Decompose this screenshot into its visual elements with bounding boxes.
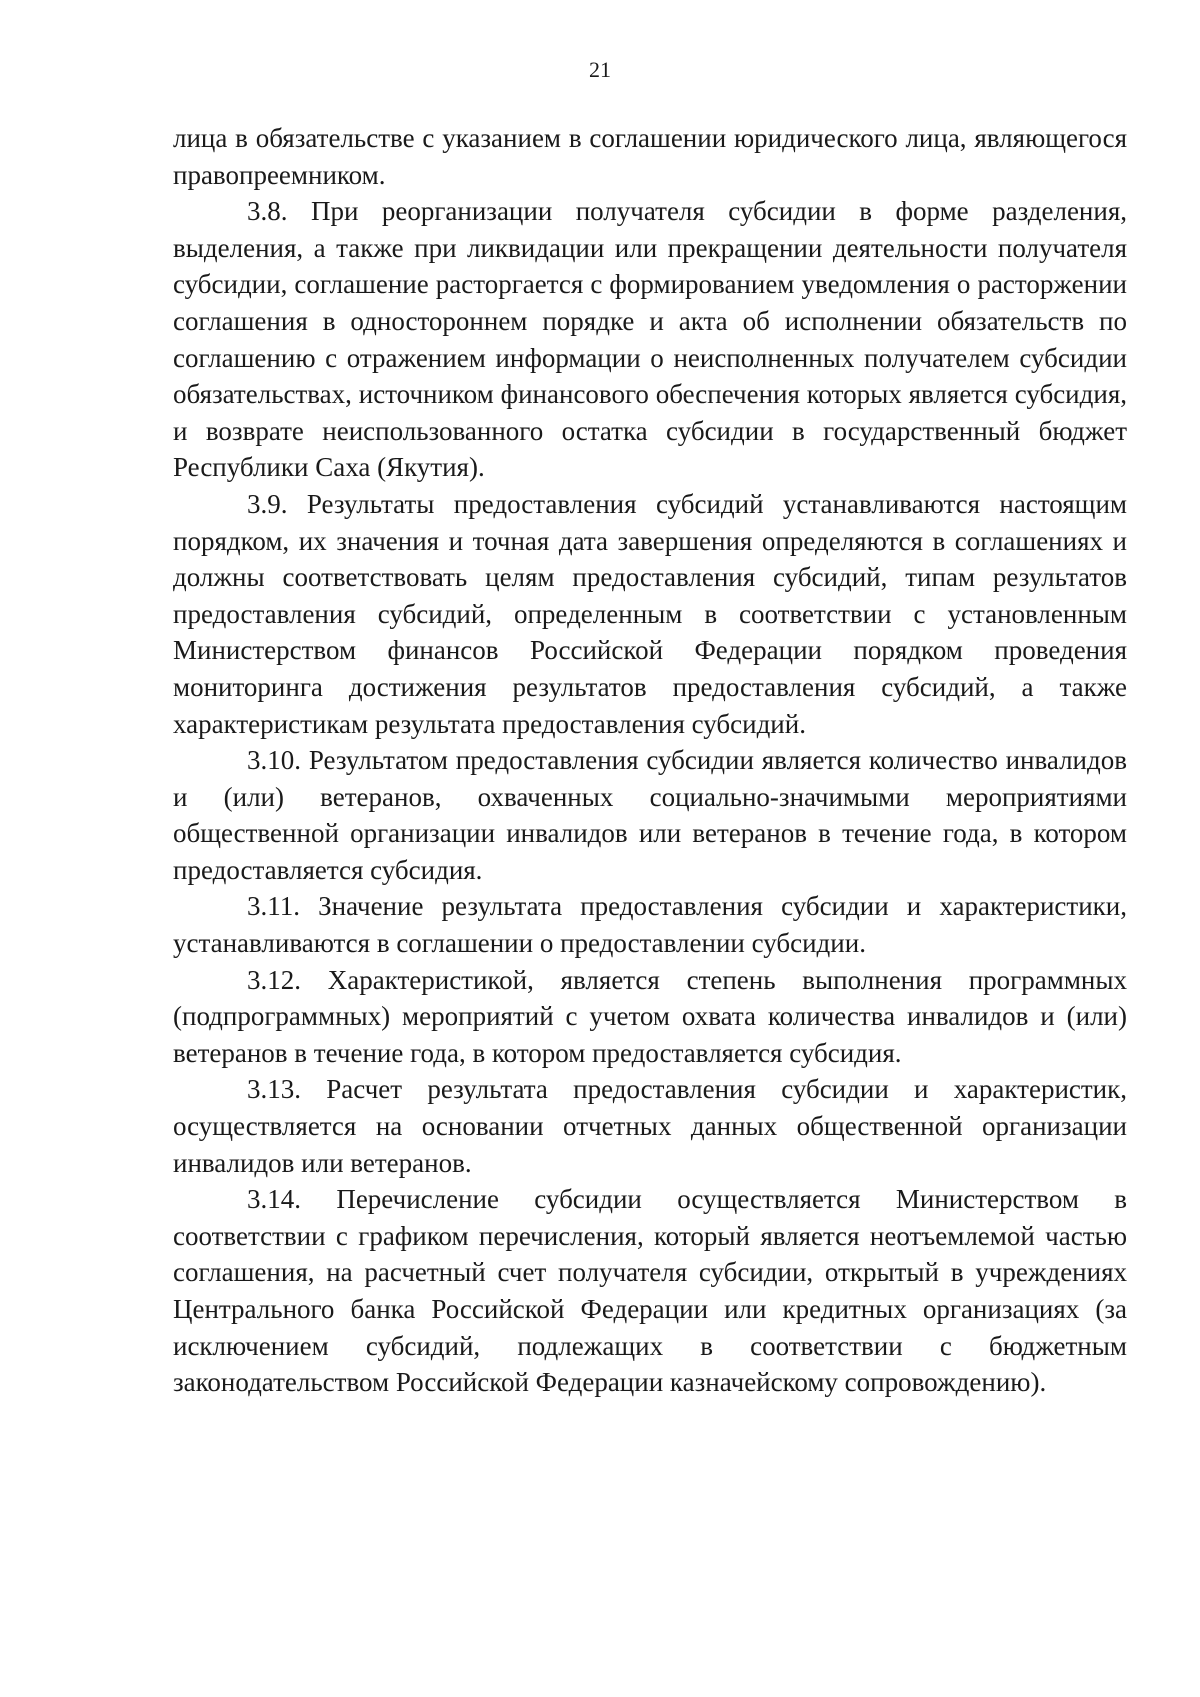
- document-body: [173, 120, 1127, 1401]
- paragraph-3-9: 3.9. Результаты предоставления субсидий устанавливаются настоящим порядком, их значения и точная дата завершения определяются в соглашениях и должны соответствовать целям предоставления субсидий, типам результатов предоставления субсидий, определенным в соответствии с установленным Министерством финансов Российской Федерации порядком проведения мониторинга достижения результатов предоставления субсидий, а также характеристикам результата предоставления субсидий.: [173, 488, 1127, 739]
- paragraph-3-11: 3.11. Значение результата предоставления субсидии и характеристики, устанавливаются в соглашении о предоставлении субсидии.: [173, 891, 1127, 959]
- paragraph-3-14: 3.14. Перечисление субсидии осуществляется Министерством в соответствии с графиком перечисления, который является неотъемлемой частью соглашения, на расчетный счет получателя субсидии, открытый в учреждениях Центрального банка Российской Федерации или кредитных организациях (за исключением субсидий, подлежащих в соответствии с бюджетным законодательством Российской Федерации казначейскому сопровождению).: [173, 1184, 1127, 1398]
- paragraph-3-13: 3.13. Расчет результата предоставления субсидии и характеристик, осуществляется на основании отчетных данных общественной организации инвалидов или ветеранов.: [173, 1074, 1127, 1178]
- paragraph-3-12: 3.12. Характеристикой, является степень выполнения программных (подпрограммных) мероприятий с учетом охвата количества инвалидов и (или) ветеранов в течение года, в котором предоставляется субсидия.: [173, 964, 1127, 1068]
- paragraph-3-8: 3.8. При реорганизации получателя субсидии в форме разделения, выделения, а также при ликвидации или прекращении деятельности получателя субсидии, соглашение расторгается с формированием уведомления о расторжении соглашения в одностороннем порядке и акта об исполнении обязательств по соглашению с отражением информации о неисполненных получателем субсидии обязательствах, источником финансового обеспечения которых является субсидия, и возврате неиспользованного остатка субсидии в государственный бюджет Республики Саха (Якутия).: [173, 196, 1127, 483]
- paragraph-3-10: 3.10. Результатом предоставления субсидии является количество инвалидов и (или) ветеранов, охваченных социально-значимыми мероприятиями общественной организации инвалидов или ветеранов в течение года, в котором предоставляется субсидия.: [173, 745, 1127, 885]
- paragraph-continuation: лица в обязательстве с указанием в соглашении юридического лица, являющегося правопреемником.: [173, 123, 1127, 190]
- page-number: 21: [589, 57, 611, 82]
